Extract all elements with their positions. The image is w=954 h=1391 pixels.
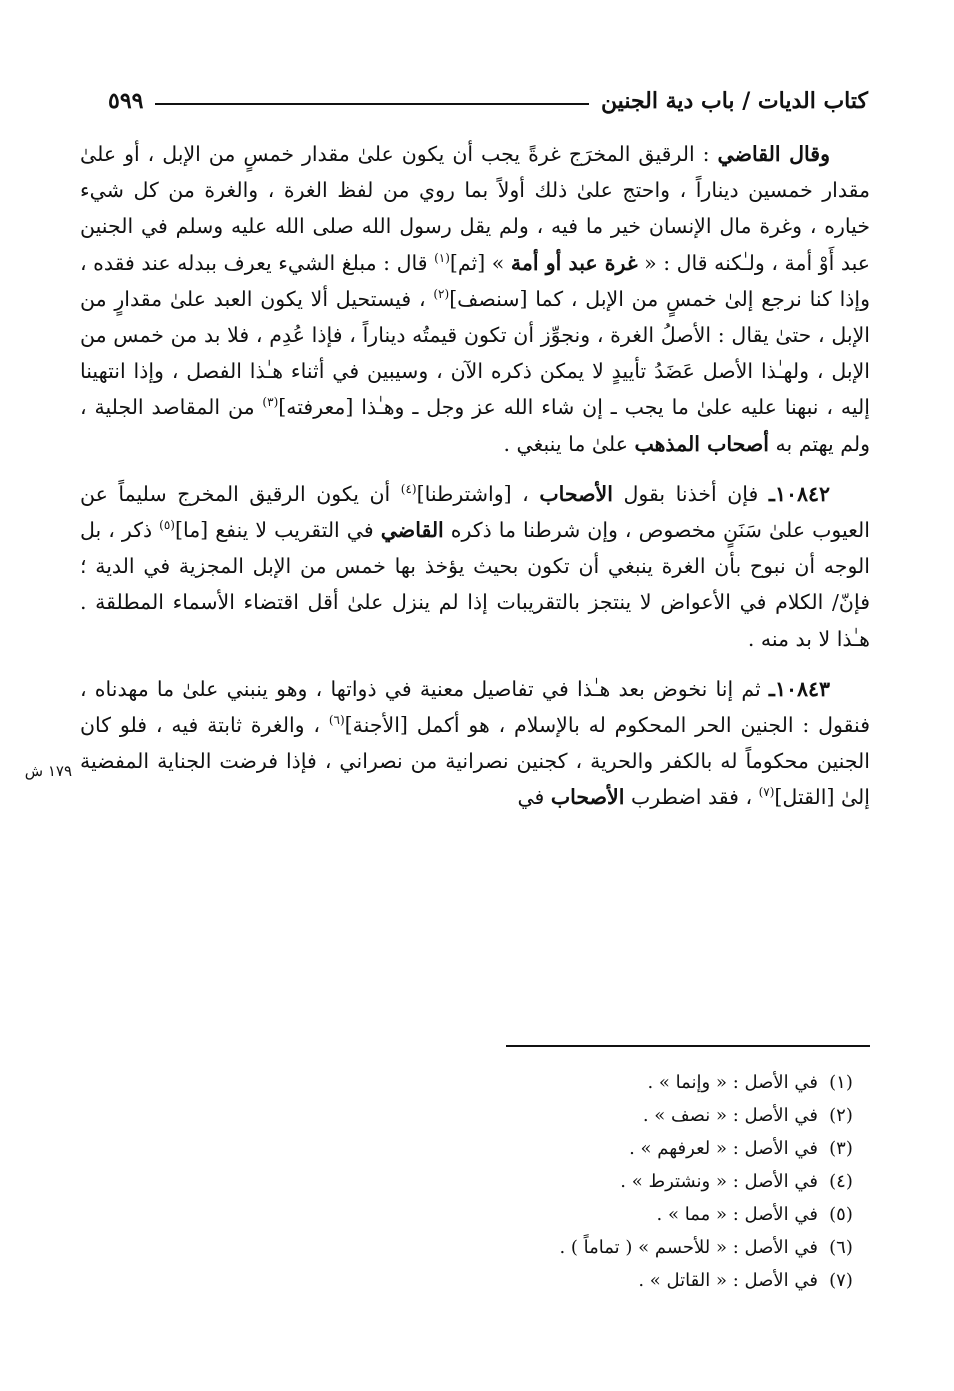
footnote-ref-2[interactable]: (٢)	[433, 286, 450, 301]
paragraph-10843	[80, 671, 870, 816]
paragraph-1-text: ، فيستحيل ألا يكون العبد علىٰ مقدارٍ من الإبل ، حتىٰ يقال : الأصلُ الغرة ، ونجوِّز أن تكون قيمتُه ديناراً ، فإذا عُدِم ، فلا بد من خمس من الإبل ، ولهـٰذا الأصل عَضَدُ تأييدٍ لا يمكن ذكره الآن ، وسيبين في أثناء هـٰذا الفصل ، وإذا انتهينا إليه ، نبهنا عليه علىٰ ما يجب ـ إن شاء الله عز وجل ـ وهـٰذا [معرفته]	[80, 286, 870, 420]
footnote-divider	[506, 1045, 870, 1047]
footnote-number: (٢)	[829, 1105, 853, 1126]
paragraph-1-text: من المقاصد الجلية ، ولم يهتم به	[80, 395, 870, 456]
footnote-ref-4[interactable]: (٤)	[400, 482, 417, 496]
footnote-text: في الأصل : « للأحسم » ( تماماً ) .	[559, 1237, 818, 1258]
footnote-text: في الأصل : « ونشترط » .	[620, 1171, 818, 1192]
footnote-item	[200, 1198, 864, 1231]
footnote-item	[200, 1264, 864, 1297]
footnote-text: في الأصل : « القاتل » .	[638, 1270, 818, 1291]
footnote-ref-3[interactable]: (٣)	[262, 395, 279, 410]
header-rule	[155, 103, 588, 105]
footnote-ref-5[interactable]: (٥)	[159, 518, 175, 533]
footnotes	[200, 1066, 864, 1297]
footnote-item	[200, 1066, 864, 1099]
footnote-item	[200, 1132, 864, 1165]
paragraph-1-bold-end: أصحاب المذهب	[634, 431, 769, 456]
bold-term: الأصحاب	[539, 481, 613, 506]
footnote-number: (٥)	[829, 1204, 853, 1225]
paragraph-1-text: علىٰ ما ينبغي .	[503, 431, 635, 456]
main-text	[80, 136, 870, 830]
quoted-hadith: غرة عبد أو أمة	[510, 250, 638, 275]
footnote-ref-1[interactable]: (١)	[434, 250, 450, 265]
running-title: كتاب الديات / باب دية الجنين	[600, 88, 868, 114]
footnote-number: (١)	[829, 1072, 853, 1093]
paragraph-number: ١٠٨٤٢ـ	[768, 481, 830, 506]
footnote-text: في الأصل : « وإنما » .	[647, 1072, 818, 1093]
paragraph-1-text: » [ثم]	[449, 250, 511, 275]
bold-term: القاضي	[380, 518, 444, 543]
footnote-text: في الأصل : « مما » .	[656, 1204, 818, 1225]
footnote-number: (٣)	[829, 1138, 853, 1159]
paragraph-2-text: أن يكون الرقيق المخرج سليماً عن العيوب علىٰ سَنَنٍ مخصوص ، وإن شرطنا ما ذكره	[80, 481, 870, 543]
paragraph-2-text: فإن أخذنا بقول	[612, 481, 769, 506]
paragraph-1-text: : الرقيق المخرَج غرةً يجب أن يكون علىٰ مقدار خمسٍ من الإبل ، أو علىٰ مقدار خمسين ديناراً ، واحتج علىٰ ذلك أولاً بما روي من لفظ الغرة ، والغرة من كل شيء خياره ، وغرة مال الإنسان خير ما فيه ، ولم يقل رسول الله صلى الله عليه وسلم في الجنين عبد أَوْ أمة ، ولـٰكنه قال : «	[80, 142, 871, 275]
bold-term: الأصحاب	[550, 785, 625, 810]
paragraph-2-text: ، [واشترطنا]	[416, 481, 540, 506]
paragraph-1-lead: وقال القاضي	[717, 142, 831, 166]
footnote-ref-6[interactable]: (٦)	[328, 713, 345, 728]
footnote-text: في الأصل : « لعرفهم » .	[629, 1138, 818, 1159]
footnote-ref-7[interactable]: (٧)	[758, 785, 775, 800]
footnote-text: في الأصل : « نصف » .	[642, 1105, 818, 1126]
paragraph-3-text: ، فقد اضطرب	[624, 785, 759, 810]
margin-note: ١٧٩ ش	[24, 762, 72, 780]
paragraph-number: ١٠٨٤٣ـ	[768, 676, 830, 701]
paragraph-3-text: ، والغرة ثابتة فيه ، فلو كان الجنين محكوماً له بالكفر والحرية ، كجنين نصرانية من نصراني ، فإذا فرضت الجناية المفضية إلىٰ [القتل]	[80, 713, 870, 810]
footnote-number: (٦)	[829, 1237, 853, 1258]
page-number: ٥٩٩	[108, 88, 144, 114]
paragraph-1	[80, 136, 870, 462]
footnote-number: (٧)	[829, 1270, 853, 1291]
paragraph-1-text: قال : مبلغ الشيء يعرف ببدله عند فقده ، وإذا كنا نرجع إلىٰ خمسٍ من الإبل ، كما [سنصف]	[80, 250, 870, 311]
footnote-item	[200, 1165, 864, 1198]
paragraph-10842	[80, 476, 870, 657]
paragraph-3-text: في	[517, 785, 551, 810]
page-header	[108, 84, 868, 118]
paragraph-3-text: ثم إنا نخوض بعد هـٰذا في تفاصيل معنية في ذواتها ، وهو ينبني علىٰ ما مهدناه ، فنقول : الجنين الحر المحكوم له بالإسلام ، هو أكمل [الأجنة]	[80, 676, 870, 738]
paragraph-2-text: في التقريب لا ينفع [ما]	[174, 518, 381, 543]
paragraph-2-text: ذكر ، بل الوجه أن نبوح بأن الغرة ينبغي أن تكون بحيث يؤخذ بها خمس من الإبل المجزية في الدية ؛ فإنّ/ الكلام في الأعواض لا ينتجز بالتقريبات إذا لم ينزل علىٰ أقل اقتضاء الأسماء المطلقة . هـٰذا لا بد منه .	[80, 518, 870, 651]
footnote-number: (٤)	[829, 1171, 853, 1192]
footnote-item	[200, 1099, 864, 1132]
footnote-item	[200, 1231, 864, 1264]
